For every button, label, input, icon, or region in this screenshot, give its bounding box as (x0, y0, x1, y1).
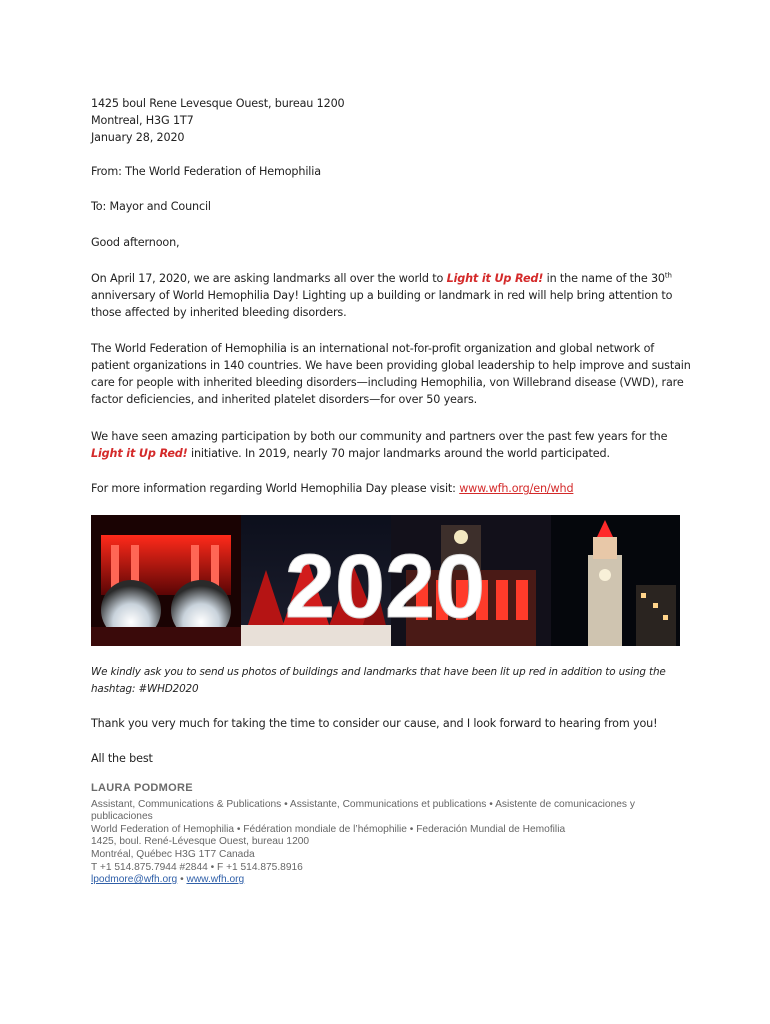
para3-text-a: We have seen amazing participation by both our community and partners over the past few years for the (91, 430, 668, 443)
signer-address-2: Montréal, Québec H3G 1T7 Canada (91, 848, 255, 860)
signer-address-1: 1425, boul. René-Lévesque Ouest, bureau 1200 (91, 836, 310, 848)
paragraph-1 (91, 270, 691, 321)
greeting: Good afternoon, (91, 236, 180, 249)
para1-text-b: in the name of the 30 (543, 272, 665, 285)
address-line-1: 1425 boul Rene Levesque Ouest, bureau 1200 (91, 97, 345, 110)
photo-request-note: We kindly ask you to send us photos of buildings and landmarks that have been lit up red in addition to using the hashtag: #WHD2020 (91, 666, 666, 695)
address-line-2: Montreal, H3G 1T7 (91, 114, 194, 127)
from-line: From: The World Federation of Hemophilia (91, 165, 321, 178)
para4-text: For more information regarding World Hemophilia Day please visit: (91, 482, 460, 495)
signer-title: Assistant, Communications & Publications • Assistante, Communications et publications • Asistente de comunicaciones y publicaciones (91, 798, 635, 823)
contact-separator: • (177, 874, 187, 886)
banner-year: 2020 (284, 537, 486, 637)
landmark-banner-image (91, 515, 680, 646)
signer-phone: T +1 514.875.7944 #2844 • F +1 514.875.8916 (91, 861, 303, 873)
para3-text-b: initiative. In 2019, nearly 70 major landmarks around the world participated. (187, 447, 610, 460)
paragraph-4 (91, 480, 691, 497)
para1-text-c: anniversary of World Hemophilia Day! Lighting up a building or landmark in red will help bring attention to those affected by inherited bleeding disorders. (91, 289, 673, 319)
signer-name: LAURA PODMORE (91, 782, 193, 794)
email-link[interactable]: lpodmore@wfh.org (91, 874, 178, 886)
thanks-line: Thank you very much for taking the time to consider our cause, and I look forward to hearing from you! (91, 717, 658, 730)
ordinal-sup: th (664, 271, 672, 280)
campaign-name-2: Light it Up Red! (91, 447, 188, 460)
whd-link[interactable]: www.wfh.org/en/whd (459, 482, 574, 495)
email-signature (91, 782, 691, 887)
paragraph-2: The World Federation of Hemophilia is an international not-for-profit organization and global network of patient organizations in 140 countries. We have been providing global leadership to help improve and sustain care for people with inherited bleeding disorders—including Hemophilia, von Willebrand disease (VWD), rare factor deficiencies, and inherited platelet disorders—for over 50 years. (91, 342, 691, 406)
sender-address (91, 95, 691, 146)
paragraph-3 (91, 428, 691, 462)
signer-org: World Federation of Hemophilia • Fédération mondiale de l’hémophilie • Federación Mundial de Hemofilia (91, 823, 566, 835)
closing: All the best (91, 752, 153, 765)
signer-contact (91, 874, 691, 887)
letter-date: January 28, 2020 (91, 131, 185, 144)
to-line: To: Mayor and Council (91, 200, 211, 213)
para1-text-a: On April 17, 2020, we are asking landmarks all over the world to (91, 272, 447, 285)
website-link[interactable]: www.wfh.org (186, 874, 245, 886)
campaign-name: Light it Up Red! (446, 272, 544, 285)
